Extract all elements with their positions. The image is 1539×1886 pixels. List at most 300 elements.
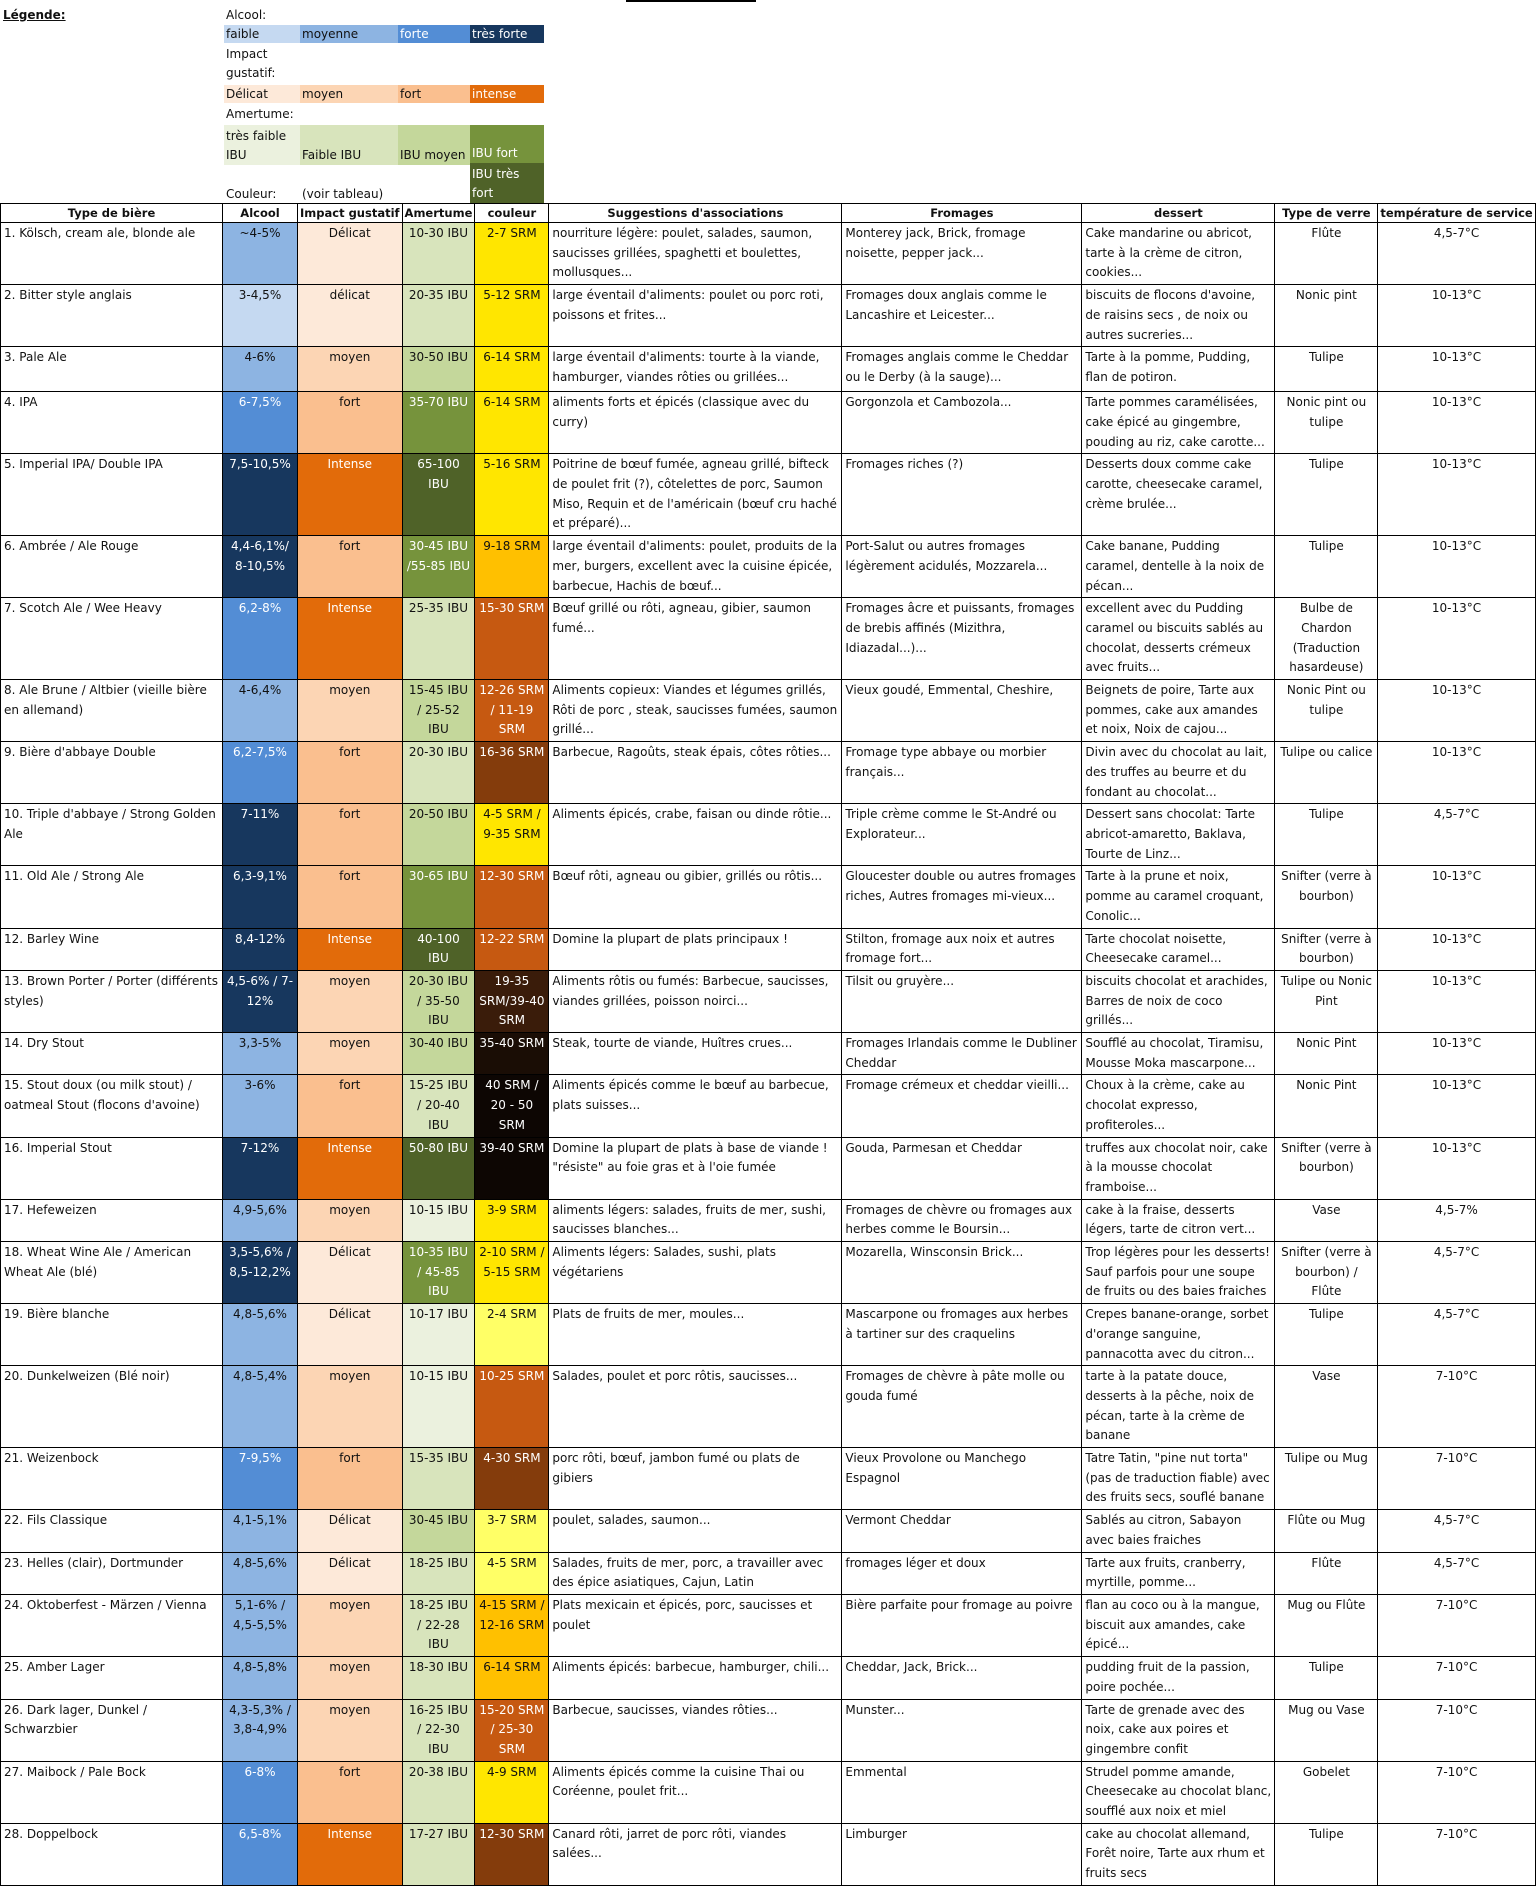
header-impact: Impact gustatif bbox=[298, 204, 403, 223]
fromages-cell: Mozarella, Winsconsin Brick... bbox=[842, 1242, 1082, 1304]
couleur-cell: 4-15 SRM / 12-16 SRM bbox=[475, 1595, 549, 1657]
impact-cell: fort bbox=[298, 1448, 403, 1510]
table-row bbox=[1, 598, 1536, 680]
couleur-cell: 6-14 SRM bbox=[475, 347, 549, 392]
table-row bbox=[1, 1448, 1536, 1510]
suggestions-cell: Canard rôti, jarret de porc rôti, viandes salées... bbox=[549, 1823, 842, 1885]
verre-cell: Tulipe bbox=[1275, 804, 1378, 866]
amertume-cell: 50-80 IBU bbox=[402, 1137, 475, 1199]
temperature-cell: 10-13°C bbox=[1378, 970, 1535, 1032]
table-row bbox=[1, 1823, 1536, 1885]
suggestions-cell: Aliments épicés, crabe, faisan ou dinde rôtie... bbox=[549, 804, 842, 866]
table-row bbox=[1, 1242, 1536, 1304]
temperature-cell: 10-13°C bbox=[1378, 285, 1535, 347]
couleur-cell: 12-30 SRM bbox=[475, 1823, 549, 1885]
suggestions-cell: Plats mexicain et épicés, porc, saucisses et poulet bbox=[549, 1595, 842, 1657]
temperature-cell: 10-13°C bbox=[1378, 1075, 1535, 1137]
table-row bbox=[1, 454, 1536, 536]
table-row bbox=[1, 1137, 1536, 1199]
suggestions-cell: nourriture légère: poulet, salades, saumon, saucisses grillées, spaghetti et boulettes, mollusques... bbox=[549, 223, 842, 285]
beer-type: 6. Ambrée / Ale Rouge bbox=[1, 536, 223, 598]
dessert-cell: Beignets de poire, Tarte aux pommes, cake aux amandes et noix, Noix de cajou... bbox=[1082, 680, 1275, 742]
beer-type: 28. Doppelbock bbox=[1, 1823, 223, 1885]
suggestions-cell: Salades, fruits de mer, porc, a travailler avec des épice asiatiques, Cajun, Latin bbox=[549, 1552, 842, 1594]
amertume-swatch-3: IBU fort bbox=[470, 125, 544, 163]
table-row bbox=[1, 1595, 1536, 1657]
fromages-cell: Gloucester double ou autres fromages riches, Autres fromages mi-vieux... bbox=[842, 866, 1082, 928]
amertume-cell: 20-35 IBU bbox=[402, 285, 475, 347]
couleur-cell: 40 SRM / 20 - 50 SRM bbox=[475, 1075, 549, 1137]
couleur-cell: 3-9 SRM bbox=[475, 1199, 549, 1241]
amertume-swatch-2: IBU moyen bbox=[398, 125, 470, 165]
dessert-cell: Tarte à la prune et noix, pomme au caramel croquant, Conolic... bbox=[1082, 866, 1275, 928]
header-verre: Type de verre bbox=[1275, 204, 1378, 223]
temperature-cell: 7-10°C bbox=[1378, 1699, 1535, 1761]
couleur-cell: 15-30 SRM bbox=[475, 598, 549, 680]
dessert-cell: Desserts doux comme cake carotte, cheesecake caramel, crème brulée... bbox=[1082, 454, 1275, 536]
impact-cell: moyen bbox=[298, 1199, 403, 1241]
alcool-cell: 3-6% bbox=[223, 1075, 298, 1137]
verre-cell: Tulipe ou calice bbox=[1275, 742, 1378, 804]
header-amertume: Amertume bbox=[402, 204, 475, 223]
legend-alcool-label: Alcool: bbox=[226, 8, 267, 22]
amertume-cell: 30-50 IBU bbox=[402, 347, 475, 392]
dessert-cell: Tarte aux fruits, cranberry, myrtille, pomme... bbox=[1082, 1552, 1275, 1594]
dessert-cell: Soufflé au chocolat, Tiramisu, Mousse Moka mascarpone... bbox=[1082, 1033, 1275, 1075]
legend-impact-label: Impact gustatif: bbox=[226, 47, 276, 80]
couleur-cell: 4-5 SRM bbox=[475, 1552, 549, 1594]
verre-cell: Flûte bbox=[1275, 1552, 1378, 1594]
impact-cell: fort bbox=[298, 866, 403, 928]
amertume-cell: 18-25 IBU bbox=[402, 1552, 475, 1594]
dessert-cell: cake à la fraise, desserts légers, tarte de citron vert... bbox=[1082, 1199, 1275, 1241]
header-temperature: température de service bbox=[1378, 204, 1535, 223]
verre-cell: Tulipe bbox=[1275, 347, 1378, 392]
verre-cell: Tulipe bbox=[1275, 536, 1378, 598]
alcool-cell: 4,9-5,6% bbox=[223, 1199, 298, 1241]
alcool-cell: 4,8-5,6% bbox=[223, 1552, 298, 1594]
temperature-cell: 10-13°C bbox=[1378, 598, 1535, 680]
amertume-cell: 30-40 IBU bbox=[402, 1033, 475, 1075]
beer-type: 5. Imperial IPA/ Double IPA bbox=[1, 454, 223, 536]
temperature-cell: 10-13°C bbox=[1378, 1137, 1535, 1199]
suggestions-cell: large éventail d'aliments: tourte à la viande, hamburger, viandes rôties ou grillées... bbox=[549, 347, 842, 392]
couleur-cell: 5-12 SRM bbox=[475, 285, 549, 347]
fromages-cell: Fromages âcre et puissants, fromages de brebis affinés (Mizithra, Idiazadal...)... bbox=[842, 598, 1082, 680]
beer-type: 17. Hefeweizen bbox=[1, 1199, 223, 1241]
couleur-cell: 19-35 SRM/39-40 SRM bbox=[475, 970, 549, 1032]
alcool-cell: 4,3-5,3% / 3,8-4,9% bbox=[223, 1699, 298, 1761]
legend-title: Légende: bbox=[3, 8, 66, 22]
table-row bbox=[1, 1366, 1536, 1448]
impact-cell: Délicat bbox=[298, 1510, 403, 1552]
fromages-cell: Fromages doux anglais comme le Lancashire et Leicester... bbox=[842, 285, 1082, 347]
fromages-cell: Vermont Cheddar bbox=[842, 1510, 1082, 1552]
couleur-cell: 12-30 SRM bbox=[475, 866, 549, 928]
dessert-cell: Trop légères pour les desserts! Sauf parfois pour une soupe de fruits ou des baies fraiches bbox=[1082, 1242, 1275, 1304]
table-row bbox=[1, 970, 1536, 1032]
suggestions-cell: Domine la plupart de plats principaux ! bbox=[549, 928, 842, 970]
temperature-cell: 4,5-7°C bbox=[1378, 804, 1535, 866]
verre-cell: Vase bbox=[1275, 1366, 1378, 1448]
dessert-cell: Choux à la crème, cake au chocolat expresso, profiteroles... bbox=[1082, 1075, 1275, 1137]
amertume-cell: 25-35 IBU bbox=[402, 598, 475, 680]
amertume-swatch-1: Faible IBU bbox=[300, 125, 398, 165]
table-row bbox=[1, 285, 1536, 347]
dessert-cell: truffes aux chocolat noir, cake à la mousse chocolat framboise... bbox=[1082, 1137, 1275, 1199]
amertume-cell: 16-25 IBU / 22-30 IBU bbox=[402, 1699, 475, 1761]
impact-cell: Intense bbox=[298, 598, 403, 680]
amertume-cell: 30-45 IBU /55-85 IBU bbox=[402, 536, 475, 598]
fromages-cell: Limburger bbox=[842, 1823, 1082, 1885]
temperature-cell: 4,5-7°C bbox=[1378, 223, 1535, 285]
amertume-cell: 20-38 IBU bbox=[402, 1761, 475, 1823]
dessert-cell: biscuits de flocons d'avoine, de raisins secs , de noix ou autres sucreries... bbox=[1082, 285, 1275, 347]
temperature-cell: 7-10°C bbox=[1378, 1761, 1535, 1823]
fromages-cell: Fromage type abbaye ou morbier français... bbox=[842, 742, 1082, 804]
fromages-cell: Cheddar, Jack, Brick... bbox=[842, 1657, 1082, 1699]
impact-cell: fort bbox=[298, 804, 403, 866]
header-suggestions: Suggestions d'associations bbox=[549, 204, 842, 223]
table-row bbox=[1, 928, 1536, 970]
alcool-cell: 4-6,4% bbox=[223, 680, 298, 742]
table-row bbox=[1, 866, 1536, 928]
fromages-cell: Fromage crémeux et cheddar vieilli... bbox=[842, 1075, 1082, 1137]
fromages-cell: Triple crème comme le St-André ou Explorateur... bbox=[842, 804, 1082, 866]
table-row bbox=[1, 1033, 1536, 1075]
suggestions-cell: Poitrine de bœuf fumée, agneau grillé, bifteck de poulet frit (?), côtelettes de porc, Saumon Miso, Requin et de l'américain (bœuf cru haché et préparé)... bbox=[549, 454, 842, 536]
fromages-cell: Gorgonzola et Cambozola... bbox=[842, 392, 1082, 454]
amertume-cell: 10-15 IBU bbox=[402, 1366, 475, 1448]
dessert-cell: pudding fruit de la passion, poire pochée... bbox=[1082, 1657, 1275, 1699]
amertume-cell: 10-35 IBU / 45-85 IBU bbox=[402, 1242, 475, 1304]
temperature-cell: 7-10°C bbox=[1378, 1366, 1535, 1448]
beer-type: 15. Stout doux (ou milk stout) / oatmeal Stout (flocons d'avoine) bbox=[1, 1075, 223, 1137]
fromages-cell: fromages léger et doux bbox=[842, 1552, 1082, 1594]
alcool-cell: 4,8-5,6% bbox=[223, 1304, 298, 1366]
beer-type: 18. Wheat Wine Ale / American Wheat Ale (blé) bbox=[1, 1242, 223, 1304]
beer-type: 8. Ale Brune / Altbier (vieille bière en allemand) bbox=[1, 680, 223, 742]
dessert-cell: Tarte pommes caramélisées, cake épicé au gingembre, pouding au riz, cake carotte... bbox=[1082, 392, 1275, 454]
impact-swatch-0: Délicat bbox=[224, 85, 300, 103]
couleur-cell: 12-26 SRM / 11-19 SRM bbox=[475, 680, 549, 742]
couleur-cell: 3-7 SRM bbox=[475, 1510, 549, 1552]
legend-couleur-label: Couleur: bbox=[226, 187, 277, 201]
amertume-cell: 30-45 IBU bbox=[402, 1510, 475, 1552]
couleur-cell: 4-5 SRM / 9-35 SRM bbox=[475, 804, 549, 866]
temperature-cell: 4,5-7°C bbox=[1378, 1242, 1535, 1304]
couleur-cell: 6-14 SRM bbox=[475, 392, 549, 454]
table-row bbox=[1, 1075, 1536, 1137]
alcool-cell: 6,3-9,1% bbox=[223, 866, 298, 928]
beer-type: 23. Helles (clair), Dortmunder bbox=[1, 1552, 223, 1594]
alcool-cell: 4,4-6,1%/ 8-10,5% bbox=[223, 536, 298, 598]
amertume-cell: 15-25 IBU / 20-40 IBU bbox=[402, 1075, 475, 1137]
alcool-swatch-3: très forte bbox=[470, 25, 544, 43]
beer-type: 25. Amber Lager bbox=[1, 1657, 223, 1699]
fromages-cell: Fromages anglais comme le Cheddar ou le Derby (à la sauge)... bbox=[842, 347, 1082, 392]
header-fromages: Fromages bbox=[842, 204, 1082, 223]
suggestions-cell: Barbecue, saucisses, viandes rôties... bbox=[549, 1699, 842, 1761]
impact-cell: Délicat bbox=[298, 1242, 403, 1304]
dessert-cell: Tarte à la pomme, Pudding, flan de potiron. bbox=[1082, 347, 1275, 392]
header-type: Type de bière bbox=[1, 204, 223, 223]
amertume-cell: 10-15 IBU bbox=[402, 1199, 475, 1241]
fromages-cell: Fromages de chèvre à pâte molle ou gouda fumé bbox=[842, 1366, 1082, 1448]
header-row bbox=[1, 204, 1536, 223]
suggestions-cell: large éventail d'aliments: poulet ou porc roti, poissons et frites... bbox=[549, 285, 842, 347]
fromages-cell: Vieux Provolone ou Manchego Espagnol bbox=[842, 1448, 1082, 1510]
suggestions-cell: Aliments épicés comme la cuisine Thai ou Coréenne, poulet frit... bbox=[549, 1761, 842, 1823]
beer-type: 9. Bière d'abbaye Double bbox=[1, 742, 223, 804]
couleur-cell: 9-18 SRM bbox=[475, 536, 549, 598]
impact-cell: Délicat bbox=[298, 223, 403, 285]
fromages-cell: Fromages Irlandais comme le Dubliner Cheddar bbox=[842, 1033, 1082, 1075]
verre-cell: Gobelet bbox=[1275, 1761, 1378, 1823]
fromages-cell: Mascarpone ou fromages aux herbes à tartiner sur des craquelins bbox=[842, 1304, 1082, 1366]
temperature-cell: 10-13°C bbox=[1378, 680, 1535, 742]
suggestions-cell: Aliments épicés comme le bœuf au barbecue, plats suisses... bbox=[549, 1075, 842, 1137]
suggestions-cell: aliments forts et épicés (classique avec du curry) bbox=[549, 392, 842, 454]
verre-cell: Nonic pint bbox=[1275, 285, 1378, 347]
verre-cell: Tulipe bbox=[1275, 1823, 1378, 1885]
amertume-cell: 17-27 IBU bbox=[402, 1823, 475, 1885]
fromages-cell: Tilsit ou gruyère... bbox=[842, 970, 1082, 1032]
beer-type: 4. IPA bbox=[1, 392, 223, 454]
suggestions-cell: poulet, salades, saumon... bbox=[549, 1510, 842, 1552]
alcool-cell: 7-12% bbox=[223, 1137, 298, 1199]
dessert-cell: Strudel pomme amande, Cheesecake au chocolat blanc, soufflé aux noix et miel bbox=[1082, 1761, 1275, 1823]
beer-type: 21. Weizenbock bbox=[1, 1448, 223, 1510]
impact-cell: délicat bbox=[298, 285, 403, 347]
amertume-swatch-4: IBU très fort bbox=[470, 163, 544, 203]
impact-cell: moyen bbox=[298, 1366, 403, 1448]
suggestions-cell: Bœuf rôti, agneau ou gibier, grillés ou rôtis... bbox=[549, 866, 842, 928]
beer-type: 12. Barley Wine bbox=[1, 928, 223, 970]
temperature-cell: 4,5-7°C bbox=[1378, 1304, 1535, 1366]
beer-type: 22. Fils Classique bbox=[1, 1510, 223, 1552]
amertume-cell: 10-17 IBU bbox=[402, 1304, 475, 1366]
beer-type: 16. Imperial Stout bbox=[1, 1137, 223, 1199]
suggestions-cell: Aliments épicés: barbecue, hamburger, chili... bbox=[549, 1657, 842, 1699]
verre-cell: Vase bbox=[1275, 1199, 1378, 1241]
beer-type: 26. Dark lager, Dunkel / Schwarzbier bbox=[1, 1699, 223, 1761]
temperature-cell: 10-13°C bbox=[1378, 347, 1535, 392]
temperature-cell: 10-13°C bbox=[1378, 742, 1535, 804]
suggestions-cell: Bœuf grillé ou rôti, agneau, gibier, saumon fumé... bbox=[549, 598, 842, 680]
verre-cell: Snifter (verre à bourbon) / Flûte bbox=[1275, 1242, 1378, 1304]
dessert-cell: Cake mandarine ou abricot, tarte à la crème de citron, cookies... bbox=[1082, 223, 1275, 285]
legend-couleur-note: (voir tableau) bbox=[302, 187, 384, 201]
beer-type: 3. Pale Ale bbox=[1, 347, 223, 392]
alcool-cell: ~4-5% bbox=[223, 223, 298, 285]
alcool-cell: 6,2-7,5% bbox=[223, 742, 298, 804]
alcool-swatch-2: forte bbox=[398, 25, 470, 43]
dessert-cell: excellent avec du Pudding caramel ou biscuits sablés au chocolat, desserts crémeux avec fruits... bbox=[1082, 598, 1275, 680]
temperature-cell: 4,5-7% bbox=[1378, 1199, 1535, 1241]
table-row bbox=[1, 1552, 1536, 1594]
header-couleur: couleur bbox=[475, 204, 549, 223]
verre-cell: Mug ou Flûte bbox=[1275, 1595, 1378, 1657]
beer-type: 7. Scotch Ale / Wee Heavy bbox=[1, 598, 223, 680]
suggestions-cell: large éventail d'aliments: poulet, produits de la mer, burgers, excellent avec la cuisine épicée, barbecue, Hachis de bœuf... bbox=[549, 536, 842, 598]
table-row bbox=[1, 1199, 1536, 1241]
beer-type: 1. Kölsch, cream ale, blonde ale bbox=[1, 223, 223, 285]
alcool-cell: 4,8-5,4% bbox=[223, 1366, 298, 1448]
dessert-cell: Tarte de grenade avec des noix, cake aux poires et gingembre confit bbox=[1082, 1699, 1275, 1761]
alcool-cell: 6-7,5% bbox=[223, 392, 298, 454]
verre-cell: Flûte bbox=[1275, 223, 1378, 285]
suggestions-cell: Barbecue, Ragoûts, steak épais, côtes rôties... bbox=[549, 742, 842, 804]
temperature-cell: 10-13°C bbox=[1378, 928, 1535, 970]
temperature-cell: 10-13°C bbox=[1378, 866, 1535, 928]
dessert-cell: Sablés au citron, Sabayon avec baies fraiches bbox=[1082, 1510, 1275, 1552]
impact-cell: Délicat bbox=[298, 1304, 403, 1366]
verre-cell: Nonic Pint bbox=[1275, 1033, 1378, 1075]
fromages-cell: Vieux goudé, Emmental, Cheshire, bbox=[842, 680, 1082, 742]
fromages-cell: Port-Salut ou autres fromages légèrement acidulés, Mozzarela... bbox=[842, 536, 1082, 598]
suggestions-cell: aliments légers: salades, fruits de mer, sushi, saucisses blanches... bbox=[549, 1199, 842, 1241]
amertume-cell: 30-65 IBU bbox=[402, 866, 475, 928]
impact-cell: moyen bbox=[298, 347, 403, 392]
fromages-cell: Emmental bbox=[842, 1761, 1082, 1823]
impact-cell: fort bbox=[298, 742, 403, 804]
couleur-cell: 2-4 SRM bbox=[475, 1304, 549, 1366]
couleur-cell: 16-36 SRM bbox=[475, 742, 549, 804]
amertume-cell: 20-30 IBU bbox=[402, 742, 475, 804]
alcool-cell: 4,1-5,1% bbox=[223, 1510, 298, 1552]
verre-cell: Bulbe de Chardon (Traduction hasardeuse) bbox=[1275, 598, 1378, 680]
table-row bbox=[1, 1304, 1536, 1366]
table-row bbox=[1, 1657, 1536, 1699]
amertume-cell: 18-25 IBU / 22-28 IBU bbox=[402, 1595, 475, 1657]
beer-type: 24. Oktoberfest - Märzen / Vienna bbox=[1, 1595, 223, 1657]
impact-cell: fort bbox=[298, 1075, 403, 1137]
dessert-cell: Divin avec du chocolat au lait, des truffes au beurre et du fondant au chocolat... bbox=[1082, 742, 1275, 804]
couleur-cell: 5-16 SRM bbox=[475, 454, 549, 536]
couleur-cell: 6-14 SRM bbox=[475, 1657, 549, 1699]
amertume-cell: 18-30 IBU bbox=[402, 1657, 475, 1699]
amertume-cell: 15-45 IBU / 25-52 IBU bbox=[402, 680, 475, 742]
impact-cell: fort bbox=[298, 1761, 403, 1823]
couleur-cell: 4-30 SRM bbox=[475, 1448, 549, 1510]
suggestions-cell: Aliments copieux: Viandes et légumes grillés, Rôti de porc , steak, saucisses fumées, saumon grillé... bbox=[549, 680, 842, 742]
alcool-cell: 3,5-5,6% / 8,5-12,2% bbox=[223, 1242, 298, 1304]
amertume-cell: 15-35 IBU bbox=[402, 1448, 475, 1510]
fromages-cell: Stilton, fromage aux noix et autres fromage fort... bbox=[842, 928, 1082, 970]
verre-cell: Nonic pint ou tulipe bbox=[1275, 392, 1378, 454]
impact-cell: moyen bbox=[298, 680, 403, 742]
table-row bbox=[1, 1699, 1536, 1761]
verre-cell: Tulipe bbox=[1275, 454, 1378, 536]
dessert-cell: Dessert sans chocolat: Tarte abricot-amaretto, Baklava, Tourte de Linz... bbox=[1082, 804, 1275, 866]
alcool-swatch-1: moyenne bbox=[300, 25, 398, 43]
impact-cell: moyen bbox=[298, 1033, 403, 1075]
dessert-cell: Tatre Tatin, "pine nut torta" (pas de traduction fiable) avec des fruits secs, souflé banane bbox=[1082, 1448, 1275, 1510]
suggestions-cell: porc rôti, bœuf, jambon fumé ou plats de gibiers bbox=[549, 1448, 842, 1510]
table-row bbox=[1, 1510, 1536, 1552]
suggestions-cell: Domine la plupart de plats à base de viande ! "résiste" au foie gras et à l'oie fumée bbox=[549, 1137, 842, 1199]
table-row bbox=[1, 392, 1536, 454]
impact-cell: moyen bbox=[298, 1595, 403, 1657]
temperature-cell: 10-13°C bbox=[1378, 1033, 1535, 1075]
alcool-cell: 6-8% bbox=[223, 1761, 298, 1823]
table-row bbox=[1, 536, 1536, 598]
suggestions-cell: Aliments légers: Salades, sushi, plats végétariens bbox=[549, 1242, 842, 1304]
couleur-cell: 15-20 SRM / 25-30 SRM bbox=[475, 1699, 549, 1761]
beer-type: 14. Dry Stout bbox=[1, 1033, 223, 1075]
verre-cell: Tulipe ou Mug bbox=[1275, 1448, 1378, 1510]
legend-amertume-label: Amertume: bbox=[226, 107, 294, 121]
temperature-cell: 10-13°C bbox=[1378, 454, 1535, 536]
impact-cell: moyen bbox=[298, 970, 403, 1032]
impact-cell: fort bbox=[298, 536, 403, 598]
temperature-cell: 7-10°C bbox=[1378, 1448, 1535, 1510]
impact-cell: Intense bbox=[298, 1137, 403, 1199]
alcool-cell: 3-4,5% bbox=[223, 285, 298, 347]
alcool-cell: 4,8-5,8% bbox=[223, 1657, 298, 1699]
verre-cell: Tulipe ou Nonic Pint bbox=[1275, 970, 1378, 1032]
couleur-cell: 39-40 SRM bbox=[475, 1137, 549, 1199]
alcool-cell: 6,2-8% bbox=[223, 598, 298, 680]
impact-swatch-2: fort bbox=[398, 85, 470, 103]
alcool-swatch-0: faible bbox=[224, 25, 300, 43]
temperature-cell: 7-10°C bbox=[1378, 1823, 1535, 1885]
impact-swatch-3: intense bbox=[470, 85, 544, 103]
temperature-cell: 7-10°C bbox=[1378, 1657, 1535, 1699]
table-row bbox=[1, 680, 1536, 742]
impact-swatch-1: moyen bbox=[300, 85, 398, 103]
suggestions-cell: Salades, poulet et porc rôtis, saucisses... bbox=[549, 1366, 842, 1448]
dessert-cell: flan au coco ou à la mangue, biscuit aux amandes, cake épicé... bbox=[1082, 1595, 1275, 1657]
amertume-cell: 35-70 IBU bbox=[402, 392, 475, 454]
table-row bbox=[1, 223, 1536, 285]
table-row bbox=[1, 1761, 1536, 1823]
fromages-cell: Fromages de chèvre ou fromages aux herbes comme le Boursin... bbox=[842, 1199, 1082, 1241]
beer-type: 27. Maibock / Pale Bock bbox=[1, 1761, 223, 1823]
dessert-cell: Cake banane, Pudding caramel, dentelle à la noix de pécan... bbox=[1082, 536, 1275, 598]
table-row bbox=[1, 347, 1536, 392]
alcool-cell: 7-11% bbox=[223, 804, 298, 866]
suggestions-cell: Aliments rôtis ou fumés: Barbecue, saucisses, viandes grillées, poisson noirci... bbox=[549, 970, 842, 1032]
amertume-cell: 20-50 IBU bbox=[402, 804, 475, 866]
fromages-cell: Bière parfaite pour fromage au poivre bbox=[842, 1595, 1082, 1657]
temperature-cell: 10-13°C bbox=[1378, 392, 1535, 454]
temperature-cell: 10-13°C bbox=[1378, 536, 1535, 598]
verre-cell: Flûte ou Mug bbox=[1275, 1510, 1378, 1552]
header-alcool: Alcool bbox=[223, 204, 298, 223]
verre-cell: Mug ou Vase bbox=[1275, 1699, 1378, 1761]
beer-type: 19. Bière blanche bbox=[1, 1304, 223, 1366]
verre-cell: Tulipe bbox=[1275, 1304, 1378, 1366]
amertume-cell: 65-100 IBU bbox=[402, 454, 475, 536]
alcool-cell: 4,5-6% / 7-12% bbox=[223, 970, 298, 1032]
couleur-cell: 10-25 SRM bbox=[475, 1366, 549, 1448]
alcool-cell: 7-9,5% bbox=[223, 1448, 298, 1510]
couleur-cell: 35-40 SRM bbox=[475, 1033, 549, 1075]
couleur-cell: 12-22 SRM bbox=[475, 928, 549, 970]
temperature-cell: 7-10°C bbox=[1378, 1595, 1535, 1657]
alcool-cell: 6,5-8% bbox=[223, 1823, 298, 1885]
impact-cell: moyen bbox=[298, 1699, 403, 1761]
temperature-cell: 4,5-7°C bbox=[1378, 1552, 1535, 1594]
amertume-cell: 20-30 IBU / 35-50 IBU bbox=[402, 970, 475, 1032]
alcool-cell: 5,1-6% / 4,5-5,5% bbox=[223, 1595, 298, 1657]
beer-type: 11. Old Ale / Strong Ale bbox=[1, 866, 223, 928]
impact-cell: Intense bbox=[298, 928, 403, 970]
impact-cell: fort bbox=[298, 392, 403, 454]
amertume-cell: 10-30 IBU bbox=[402, 223, 475, 285]
